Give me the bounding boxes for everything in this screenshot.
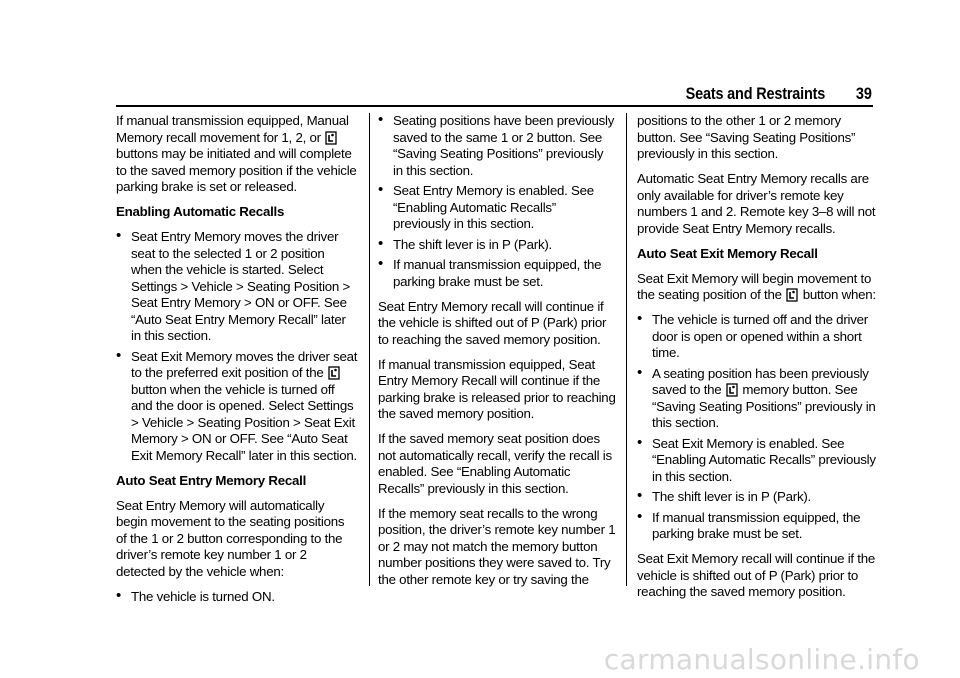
paragraph: If manual transmission equipped, Manual Memory recall movement for 1, 2, or buttons may be initiated and will complete to the saved memory position if the vehicle parking brake is set or released. — [116, 113, 357, 194]
exit-seat-icon — [328, 366, 340, 380]
list-item: • Seat Exit Memory is enabled. See “Enabling Automatic Recalls” previously in this section. — [637, 436, 877, 486]
list-item: • The vehicle is turned ON. — [116, 589, 358, 606]
exit-seat-icon — [726, 383, 738, 397]
column-divider — [626, 113, 627, 586]
paragraph: If the saved memory seat position does not automatically recall, verify the recall is enabled. See “Enabling Automatic Recalls” previously in this section. — [378, 431, 612, 496]
page-number: 39 — [855, 84, 872, 103]
paragraph: Automatic Seat Entry Memory recalls are only available for driver’s remote key numbers 1 and 2. Remote key 3–8 will not provide Seat Entry Memory recalls. — [637, 171, 876, 236]
exit-seat-icon — [786, 288, 798, 302]
exit-seat-icon — [325, 131, 337, 145]
paragraph: If the memory seat recalls to the wrong position, the driver’s remote key number 1 or 2 may not match the memory button number positions they were saved to. Try the other remote key or try saving the — [378, 505, 616, 587]
list-item: • Seat Exit Memory moves the driver seat to the preferred exit position of the button when the vehicle is turned off and the door is opened. Select Settings > Vehicle > Seating Position > Seat Exit Memory > ON or OFF. See “Auto Seat Exit Memory Recall” later in this section. — [116, 349, 358, 465]
paragraph: Seat Exit Memory will begin movement to the seating position of the button when: — [637, 270, 876, 302]
list-item: • If manual transmission equipped, the parking brake must be set. — [637, 510, 877, 543]
column-2 — [378, 113, 616, 597]
paragraph: Seat Exit Memory recall will continue if the vehicle is shifted out of P (Park) prior to reaching the saved memory position. — [637, 551, 876, 599]
paragraph: Seat Entry Memory will automatically begin movement to the seating positions of the 1 or 2 button corresponding to the driver’s remote key number 1 or 2 detected by the vehicle when: — [116, 497, 345, 579]
heading-enabling-recalls: Enabling Automatic Recalls — [116, 204, 285, 219]
paragraph: Seat Entry Memory recall will continue if the vehicle is shifted out of P (Park) prior to reaching the saved memory position. — [378, 298, 607, 347]
list-item: • The shift lever is in P (Park). — [378, 237, 616, 254]
column-3 — [637, 113, 877, 609]
column-1 — [116, 113, 358, 609]
list-item: • Seating positions have been previously saved to the same 1 or 2 button. See “Saving Seating Positions” previously in this section. — [378, 113, 616, 179]
list-item: • Seat Entry Memory moves the driver seat to the selected 1 or 2 position when the vehicle is started. Select Settings > Vehicle > Seating Position > Seat Entry Memory > ON or OFF. See “Auto Seat Entry Memory Recall” later in this section. — [116, 229, 358, 345]
list-item: • If manual transmission equipped, the parking brake must be set. — [378, 257, 616, 290]
column-divider — [369, 113, 370, 586]
list-item: • The vehicle is turned off and the driver door is open or opened within a short time. — [637, 312, 877, 362]
paragraph: positions to the other 1 or 2 memory button. See “Saving Seating Positions” previously in this section. — [637, 113, 856, 161]
list-item: • A seating position has been previously saved to the memory button. See “Saving Seating Positions” previously in this section. — [637, 366, 877, 432]
header-rule — [116, 105, 873, 107]
heading-exit-recall: Auto Seat Exit Memory Recall — [637, 245, 818, 261]
section-title: Seats and Restraints — [685, 84, 825, 103]
watermark: carmanualsonline.info — [603, 643, 920, 676]
heading-entry-recall: Auto Seat Entry Memory Recall — [116, 472, 307, 488]
paragraph: If manual transmission equipped, Seat Entry Memory Recall will continue if the parking brake is released prior to reaching the saved memory position. — [378, 356, 616, 421]
list-item: • Seat Entry Memory is enabled. See “Enabling Automatic Recalls” previously in this section. — [378, 183, 616, 233]
list-item: • The shift lever is in P (Park). — [637, 489, 877, 506]
page-header — [0, 78, 960, 108]
